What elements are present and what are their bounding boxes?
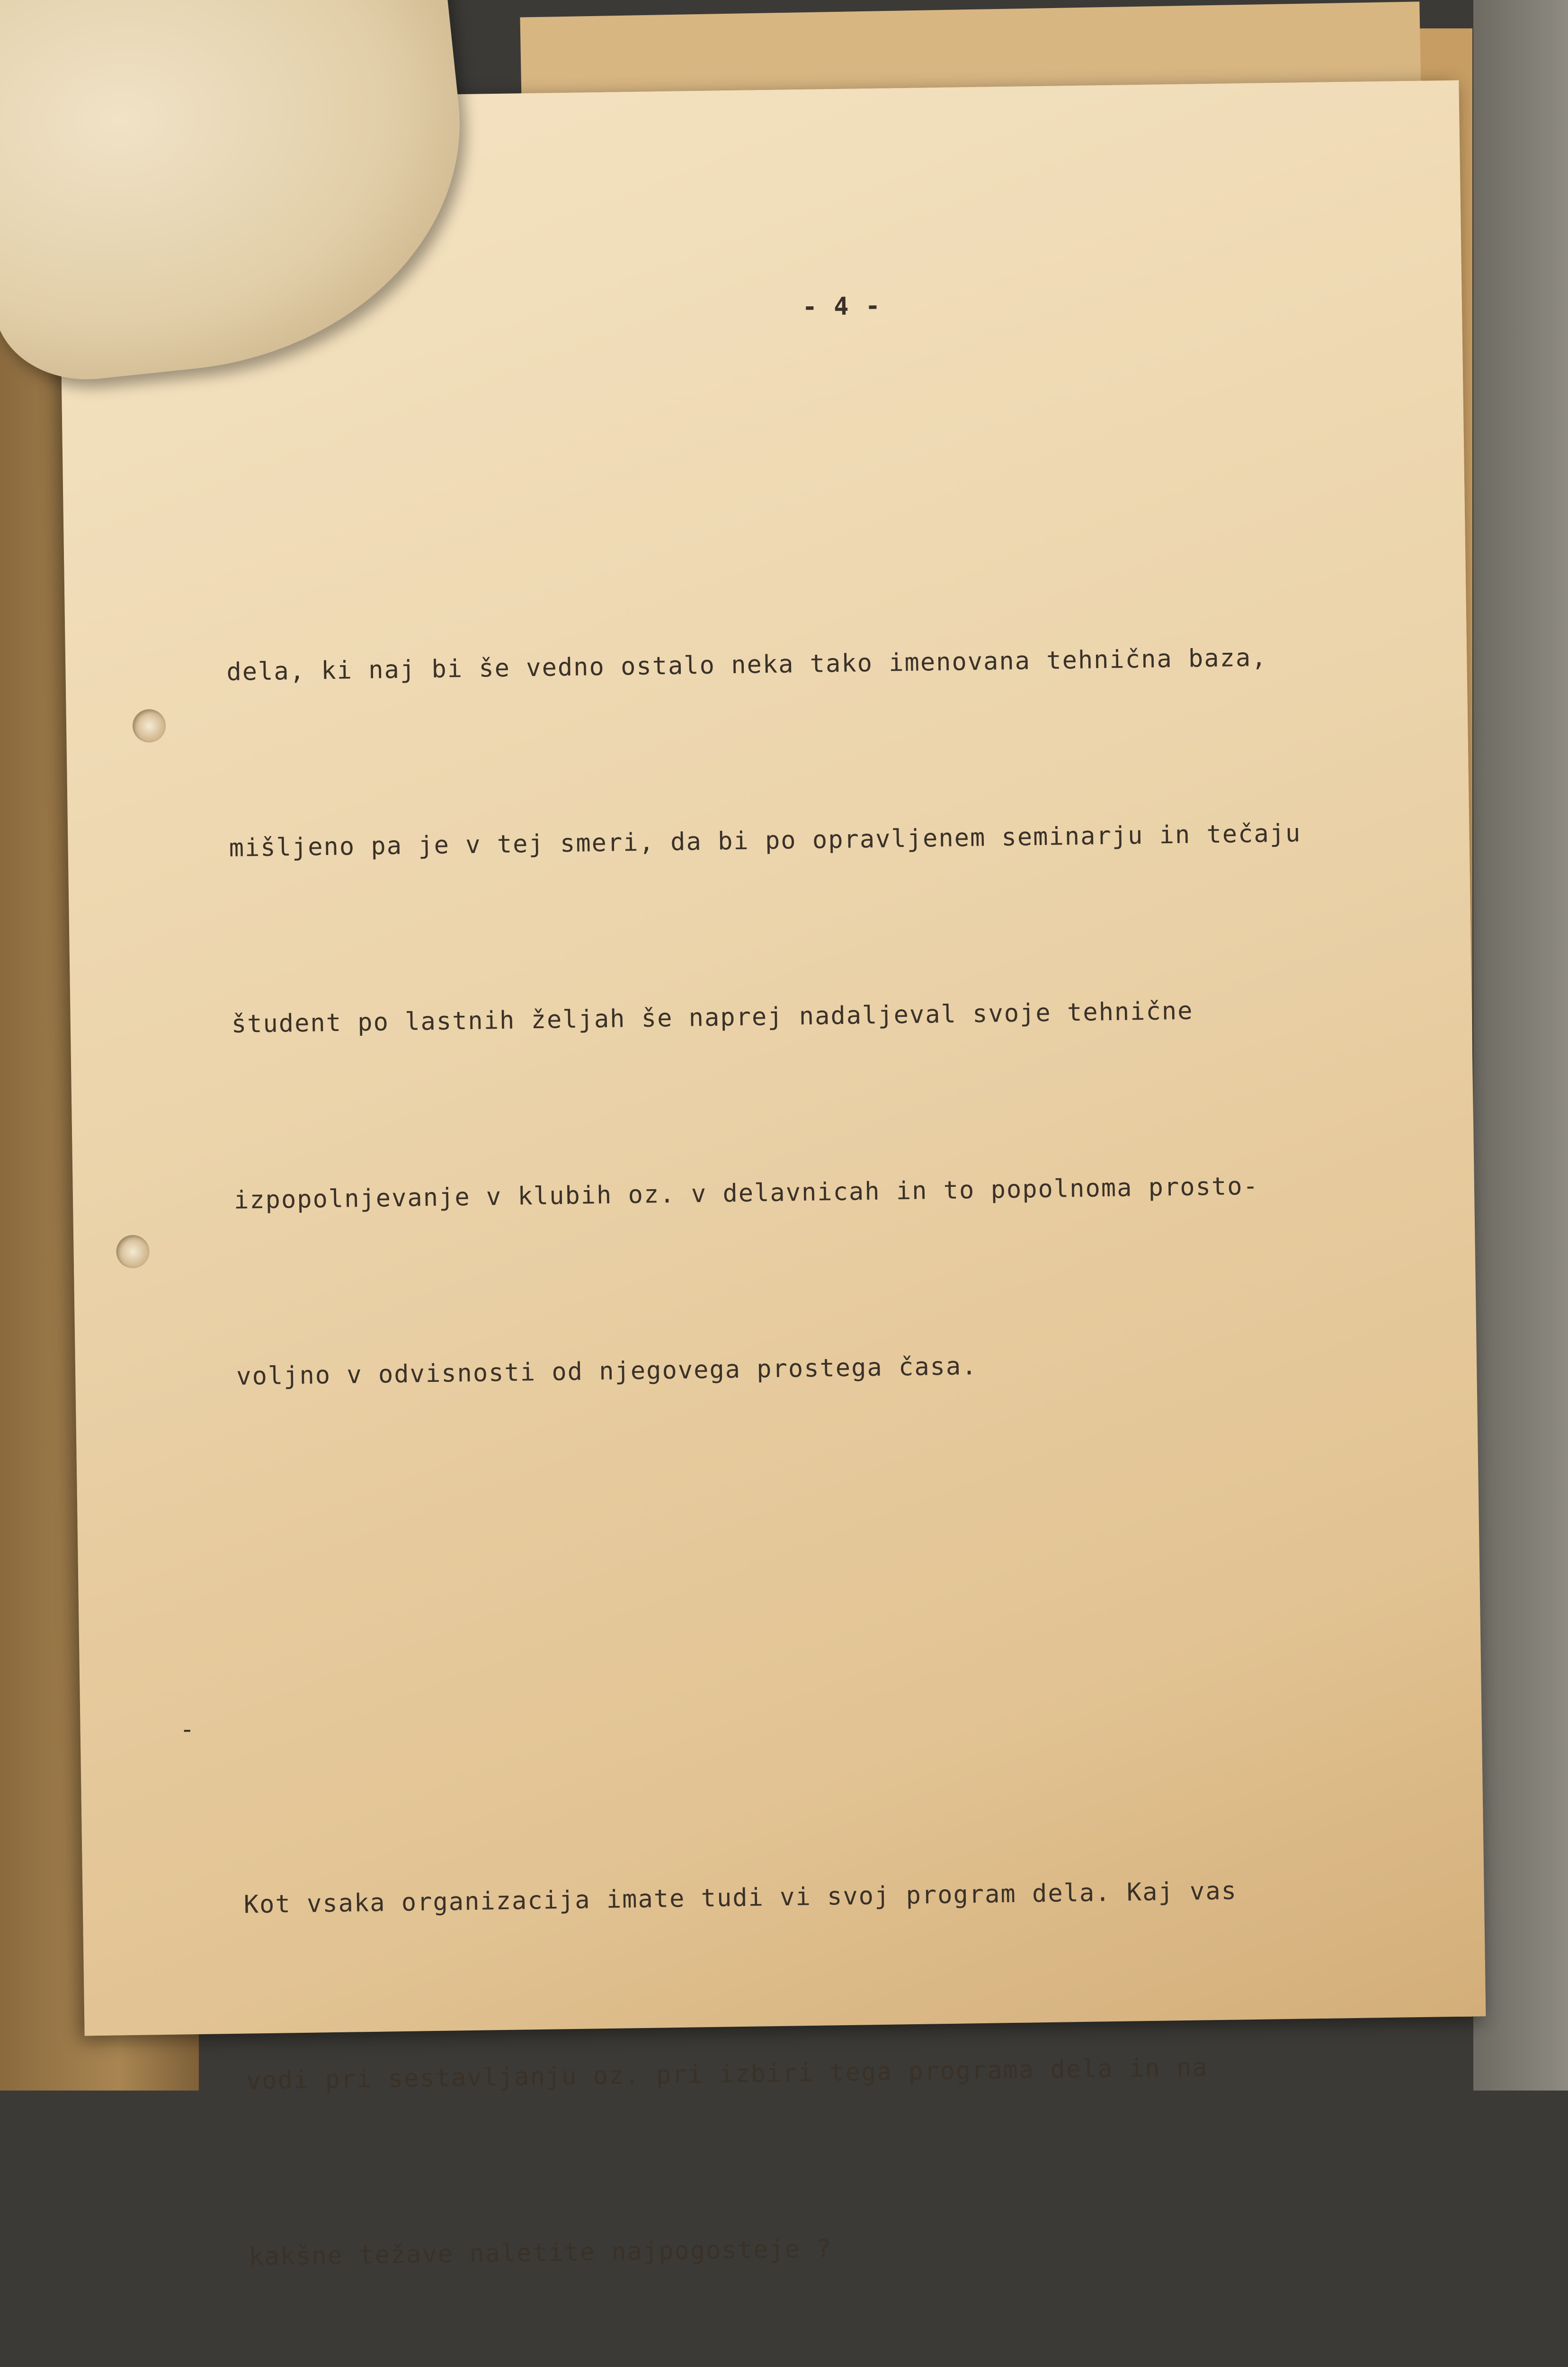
dash-marker: -: [179, 1715, 196, 1744]
desk-right: [1473, 0, 1568, 2091]
question-item: [179, 1682, 1491, 2367]
text-line: mišljeno pa je v tej smeri, da bi po opravljenem seminarju in tečaju: [229, 819, 1301, 863]
page-text: [179, 151, 1563, 2367]
text-line: Kot vsaka organizacija imate tudi vi svoj program dela. Kaj vas: [243, 1877, 1238, 1919]
text-line: dela, ki naj bi še vedno ostalo neka tako imenovana tehnična baza,: [226, 643, 1267, 686]
text-line: voljno v odvisnosti od njegovega prostega časa.: [236, 1352, 978, 1391]
typewritten-page: [58, 80, 1486, 2271]
text-line: vodi pri sestavljanju oz. pri izbiri tega programa dela in na: [246, 2053, 1208, 2095]
intro-paragraph: [224, 508, 1479, 1523]
text-line: študent po lastnih željah še naprej nadaljeval svoje tehnične: [231, 997, 1194, 1039]
punch-hole: [116, 1235, 150, 1268]
text-line: kakšne težave naletite najpogosteje ?: [248, 2234, 832, 2271]
page-number: - 4 -: [802, 292, 882, 321]
punch-hole: [133, 709, 166, 743]
text-line: izpopolnjevanje v klubih oz. v delavnicah in to popolnoma prosto-: [233, 1172, 1259, 1215]
